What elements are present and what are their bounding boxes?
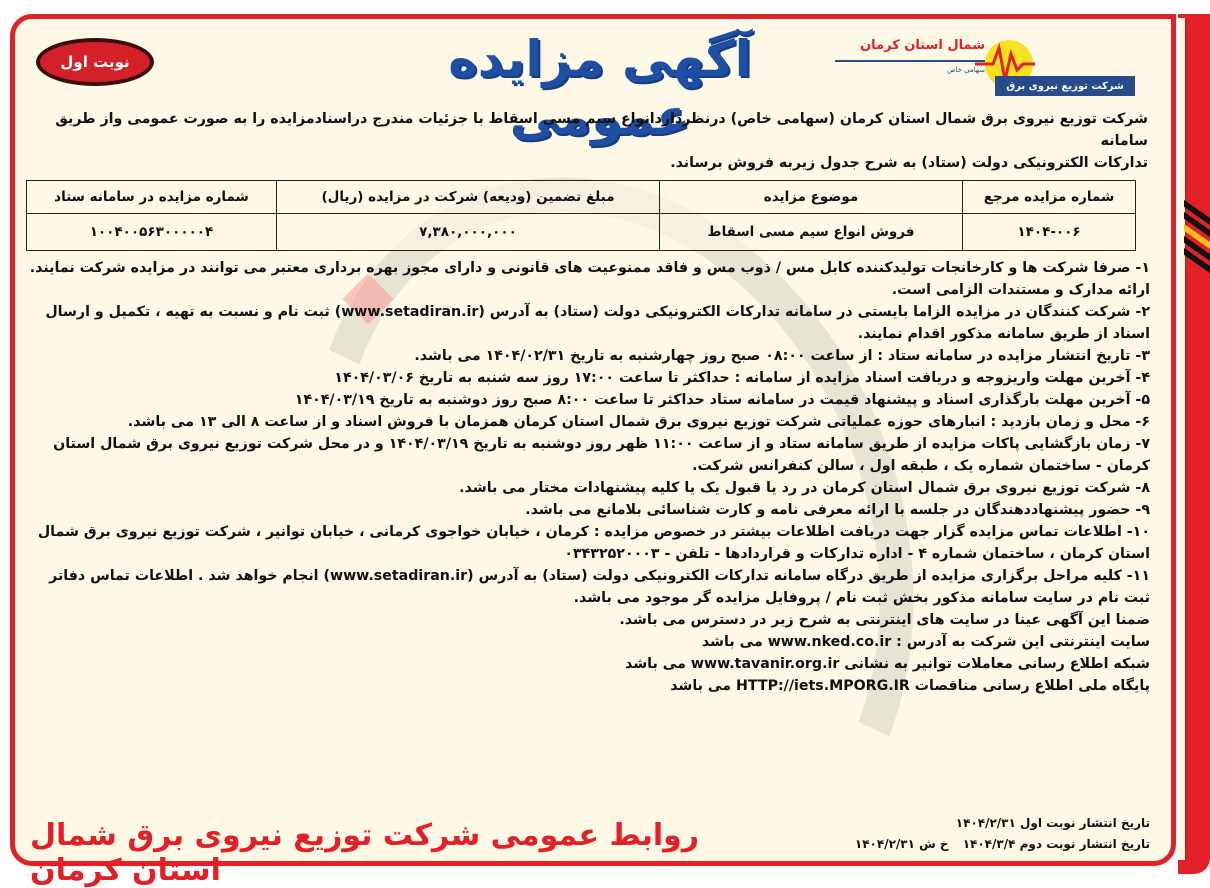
decorative-right-band <box>1178 14 1210 874</box>
list-item: استان کرمان ، ساختمان شماره ۴ - اداره تدارکات و قراردادها - تلفن - ۰۳۴۳۲۵۲۰۰۰۳ <box>564 546 1150 562</box>
list-item: اسناد از طریق سامانه مذکور اقدام نمایند. <box>857 326 1150 342</box>
second-publication-date: تاریخ انتشار نوبت دوم ۱۴۰۴/۳/۴ <box>962 837 1150 851</box>
list-item: ۷- زمان بازگشایی پاکات مزایده از طریق سامانه ستاد و از ساعت ۱۱:۰۰ ظهر روز دوشنبه به تاریخ ۱۴۰۴/۰۳/۱۹ و در محل شرکت توزیع نیروی برق شمال استان <box>53 436 1150 452</box>
tavanir-website-link[interactable]: شبکه اطلاع رسانی معاملات توانیر به نشانی www.tavanir.org.ir می باشد <box>625 656 1150 672</box>
page-title: آگهی مزایده عمومی <box>448 30 752 146</box>
sites-intro: ضمنا این آگهی عینا در سایت های اینترنتی به شرح زیر در دسترس می باشد. <box>619 612 1150 628</box>
setad-number-cell: ۱۰۰۴۰۰۵۶۳۰۰۰۰۰۴ <box>27 214 277 251</box>
column-header: شماره مزایده مرجع <box>963 181 1136 214</box>
logo-name-red: شمال استان کرمان <box>860 38 985 53</box>
first-publication-date: تاریخ انتشار نوبت اول ۱۴۰۴/۲/۳۱ <box>955 816 1150 830</box>
intro-line: شرکت توزیع نیروی برق شمال استان کرمان (سهامی خاص) درنظرداردانواع سیم مسی اسقاط با جزئیات مندرج دراسنادمزایده را به صورت عمومی واز طریق سامانه <box>55 111 1148 149</box>
auction-table <box>26 180 1136 251</box>
company-website-link[interactable]: سایت اینترنتی این شرکت به آدرس : www.nked.co.ir می باشد <box>701 634 1150 650</box>
column-header: شماره مزایده در سامانه ستاد <box>27 181 277 214</box>
advertisement-body <box>20 108 1150 697</box>
intro-paragraph <box>20 108 1148 174</box>
deposit-amount-cell: ۷,۳۸۰,۰۰۰,۰۰۰ <box>277 214 660 251</box>
list-item: ۴- آخرین مهلت واریزوجه و دریافت اسناد مزایده از سامانه : حداکثر تا ساعت ۱۷:۰۰ روز سه شنبه به تاریخ ۱۴۰۴/۰۳/۰۶ <box>334 370 1150 386</box>
table-row <box>27 214 1136 251</box>
iets-website-link[interactable]: پایگاه ملی اطلاع رسانی مناقصات HTTP://iets.MPORG.IR می باشد <box>670 678 1150 694</box>
shenase-code: خ ش ۱۴۰۴/۲/۳۱ <box>854 837 949 851</box>
first-round-badge: نوبت اول <box>40 42 150 82</box>
column-header: موضوع مزایده <box>660 181 963 214</box>
company-logo <box>835 32 1135 102</box>
list-item: ۳- تاریخ انتشار مزایده در سامانه ستاد : از ساعت ۰۸:۰۰ صبح روز چهارشنبه به تاریخ ۱۴۰۴/۰۲/۳۱ می باشد. <box>414 348 1150 364</box>
list-item: کرمان - ساختمان شماره یک ، طبقه اول ، سالن کنفرانس شرکت. <box>692 458 1150 474</box>
list-item: ۱۰- اطلاعات تماس مزایده گزار جهت دریافت اطلاعات بیشتر در خصوص مزایده : کرمان ، خیابان خواجوی کرمانی ، خیابان توانیر ، شرکت توزیع نیروی برق شمال <box>37 524 1150 540</box>
conditions-list <box>20 257 1150 609</box>
list-item: ۵- آخرین مهلت بارگذاری اسناد و پیشنهاد قیمت در سامانه ستاد حداکثر تا ساعت ۸:۰۰ صبح روز دوشنبه به تاریخ ۱۴۰۴/۰۳/۱۹ <box>294 392 1150 408</box>
list-item: ۸- شرکت توزیع نیروی برق شمال استان کرمان در رد یا قبول یک یا کلیه پیشنهادات مختار می باشد. <box>459 480 1150 496</box>
decorative-stripes <box>1184 209 1210 279</box>
logo-name-blue: شرکت توزیع نیروی برق <box>995 76 1135 96</box>
signature-text: روابط عمومی شرکت توزیع نیروی برق شمال استان کرمان <box>30 818 700 888</box>
reference-number-cell: ۱۴۰۴-۰۰۶ <box>963 214 1136 251</box>
websites-list <box>20 609 1150 697</box>
list-item: ۲- شرکت کنندگان در مزایده الزاما بایستی در سامانه تدارکات الکترونیکی دولت (ستاد) به آدرس (www.setadiran.ir) ثبت نام و نسبت به تهیه ، تکمیل و ارسال <box>45 304 1150 320</box>
list-item: ۱۱- کلیه مراحل برگزاری مزایده از طریق درگاه سامانه تدارکات الکترونیکی دولت (ستاد) به آدرس (www.setadiran.ir) انجام خواهد شد . اطلاعات تماس دفاتر <box>49 568 1150 584</box>
logo-subtitle: سهامی خاص <box>947 66 985 74</box>
table-header-row <box>27 181 1136 214</box>
subject-cell: فروش انواع سیم مسی اسقاط <box>660 214 963 251</box>
column-header: مبلغ تضمین (ودیعه) شرکت در مزایده (ریال) <box>277 181 660 214</box>
intro-line: تدارکات الکترونیکی دولت (ستاد) به شرح جدول زیربه فروش برساند. <box>670 155 1148 171</box>
list-item: ۶- محل و زمان بازدید : انبارهای حوزه عملیاتی شرکت توزیع نیروی برق شمال استان کرمان همزمان با فروش اسناد و از ساعت ۸ الی ۱۳ می باشد. <box>127 414 1150 430</box>
list-item: ۱- صرفا شرکت ها و کارخانجات تولیدکننده کابل مس / ذوب مس و فاقد ممنوعیت های قانونی و دارای مجوز بهره برداری معتبر می توانند در مزایده شرکت نمایند. <box>29 260 1150 276</box>
list-item: ۹- حضور پیشنهاددهندگان در جلسه با ارائه معرفی نامه و کارت شناسائی بلامانع می باشد. <box>525 502 1150 518</box>
list-item: ارائه مدارک و مستندات الزامی است. <box>891 282 1150 298</box>
public-relations-signature <box>30 818 770 888</box>
publication-dates <box>830 813 1150 855</box>
list-item: ثبت نام در سایت سامانه مذکور بخش ثبت نام / پروفایل مزایده گر موجود می باشد. <box>573 590 1150 606</box>
